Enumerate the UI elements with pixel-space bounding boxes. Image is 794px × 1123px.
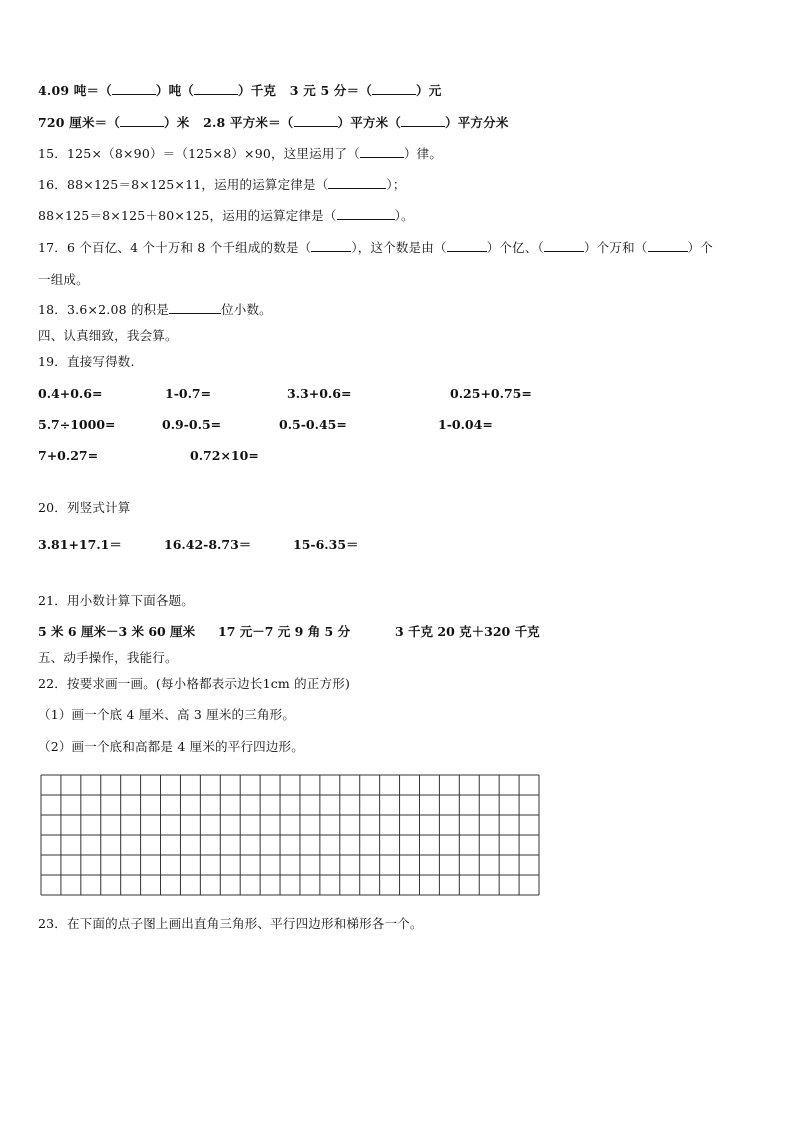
calc-item: 7+0.27= [38,448,99,463]
section-heading-5: 五、动手操作，我能行。 [38,650,178,665]
section-heading-4: 四、认真细致，我会算。 [38,328,178,343]
text: ）个万和（ [583,240,648,255]
text: ）律。 [403,146,443,161]
text: ）千克 [238,83,277,98]
word-calc-item: 17 元－7 元 9 角 5 分 [218,624,351,639]
vertical-calc-item: 16.42-8.73＝ [164,537,252,552]
text: 4.09 吨＝（ [38,83,112,98]
answer-blank[interactable] [360,146,404,158]
question-16-line-2 [38,208,414,224]
vertical-calc-item: 3.81+17.1＝ [38,537,122,552]
text: ）米 [164,115,190,130]
text: ）。 [394,208,414,223]
question-text: 16．88×125＝8×125×11，运用的运算定律是（ [38,177,329,192]
answer-blank[interactable] [169,302,221,314]
conversion-line-2 [38,115,509,131]
question-text: 15．125×（8×90）＝（125×8）×90，这里运用了（ [38,146,360,161]
text: ），这个数是由（ [351,240,447,255]
question-text: 88×125＝8×125＋80×125，运用的运算定律是（ [38,208,337,223]
conversion-line-1 [38,83,441,99]
question-18 [38,302,272,318]
text: ）个亿、（ [486,240,544,255]
vertical-calc-item: 15-6.35＝ [293,537,359,552]
question-17-line-2: 一组成。 [38,272,89,287]
calc-item: 3.3+0.6= [287,386,352,401]
text: 720 厘米＝（ [38,115,121,130]
word-calc-item: 5 米 6 厘米－3 米 60 厘米 [38,624,196,639]
question-15 [38,146,442,162]
answer-blank[interactable] [194,83,238,95]
calc-item: 0.72×10= [190,448,259,463]
calc-item: 5.7÷1000= [38,417,116,432]
answer-blank[interactable] [401,115,445,127]
answer-blank[interactable] [648,240,688,252]
question-22-part-1: （1）画一个底 4 厘米、高 3 厘米的三角形。 [38,707,296,722]
question-21-title: 21．用小数计算下面各题。 [38,593,195,608]
calc-item: 1-0.7= [165,386,212,401]
question-16-line-1 [38,177,406,193]
text: 位小数。 [221,302,272,317]
answer-blank[interactable] [294,115,338,127]
text: ）吨（ [155,83,195,98]
answer-blank[interactable] [372,83,416,95]
calc-item: 0.4+0.6= [38,386,103,401]
question-17-line-1 [38,240,713,256]
text: ）； [386,177,406,192]
question-20-title: 20．列竖式计算 [38,500,131,515]
text: 2.8 平方米＝（ [203,115,294,130]
answer-blank[interactable] [337,208,395,220]
word-calc-item: 3 千克 20 克＋320 千克 [395,624,540,639]
calc-item: 0.5-0.45= [279,417,347,432]
question-22-title: 22．按要求画一画。(每小格都表示边长1cm 的正方形) [38,676,351,691]
answer-blank[interactable] [311,240,351,252]
drawing-grid[interactable] [40,774,540,896]
question-text: 17．6 个百亿、4 个十万和 8 个千组成的数是（ [38,240,312,255]
answer-blank[interactable] [120,115,164,127]
question-23: 23．在下面的点子图上画出直角三角形、平行四边形和梯形各一个。 [38,916,423,931]
calc-item: 0.9-0.5= [162,417,222,432]
answer-blank[interactable] [328,177,386,189]
text: 3 元 5 分＝（ [289,83,373,98]
calc-item: 1-0.04= [438,417,493,432]
answer-blank[interactable] [112,83,156,95]
text: ）平方分米 [445,115,509,130]
text: ）元 [416,83,442,98]
answer-blank[interactable] [447,240,487,252]
question-22-part-2: （2）画一个底和高都是 4 厘米的平行四边形。 [38,739,304,754]
text: ）个 [687,240,713,255]
answer-blank[interactable] [544,240,584,252]
question-text: 18．3.6×2.08 的积是 [38,302,170,317]
text: ）平方米（ [337,115,402,130]
question-19-title: 19．直接写得数. [38,354,135,369]
calc-item: 0.25+0.75= [450,386,532,401]
